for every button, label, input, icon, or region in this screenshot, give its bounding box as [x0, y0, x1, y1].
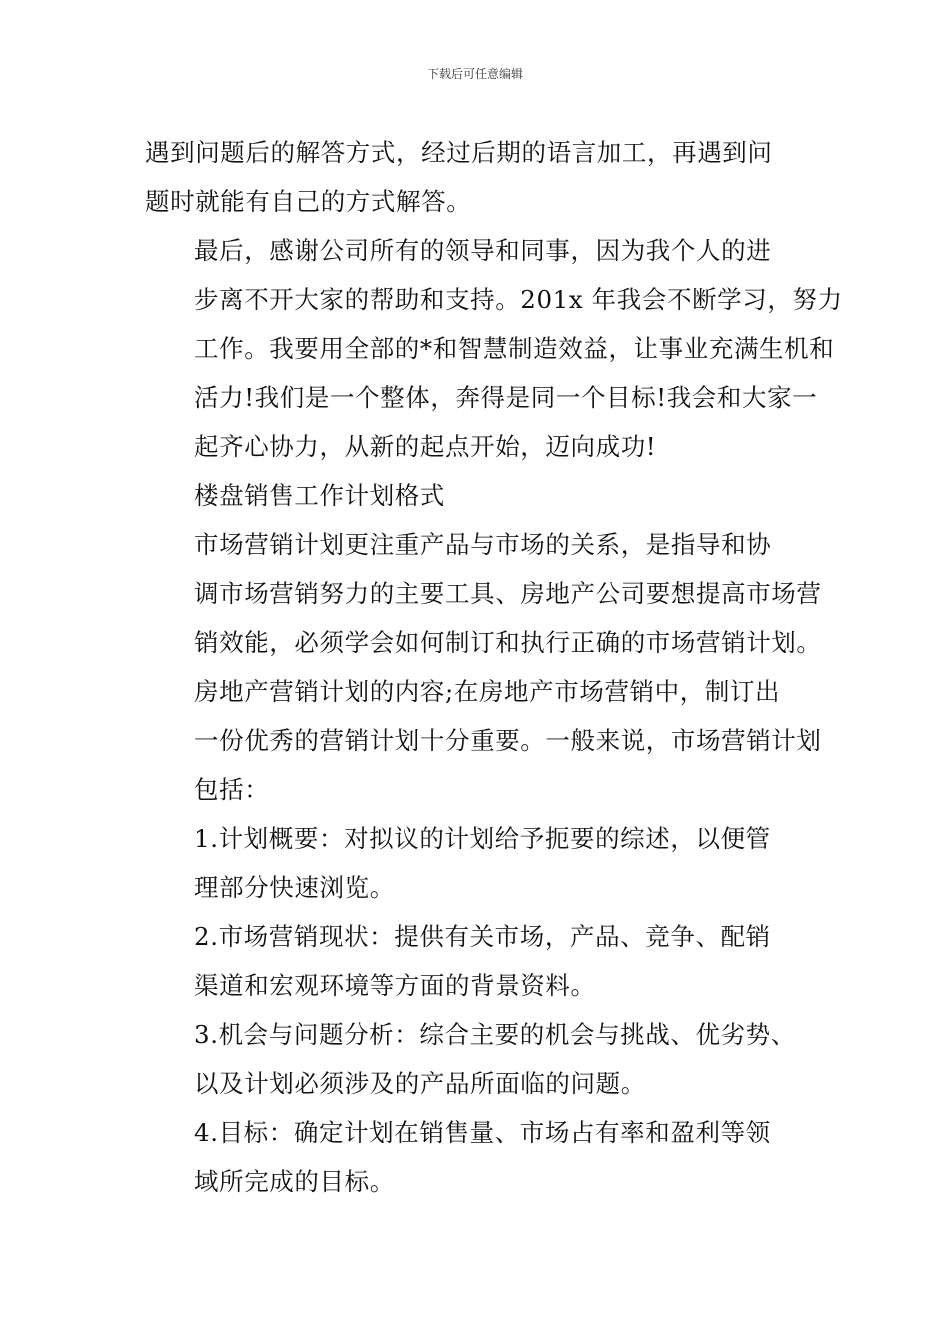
text-line: 一份优秀的营销计划十分重要。一般来说，市场营销计划	[194, 726, 822, 755]
text-line: 渠道和宏观环境等方面的背景资料。	[194, 971, 596, 1000]
text-line: 2.市场营销现状：提供有关市场，产品、竞争、配销	[194, 922, 771, 951]
paragraph-4	[145, 520, 822, 667]
text-line: 调市场营销努力的主要工具、房地产公司要想提高市场营	[194, 579, 822, 608]
text-line: 楼盘销售工作计划格式	[194, 481, 445, 510]
document-body	[145, 128, 843, 1206]
text-line: 遇到问题后的解答方式，经过后期的语言加工，再遇到问	[145, 138, 773, 167]
section-heading	[145, 471, 810, 520]
page-header: 下载后可任意编辑	[426, 67, 523, 81]
text-line: 工作。我要用全部的*和智慧制造效益，让事业充满生机和	[194, 334, 835, 363]
paragraph-1	[145, 128, 810, 226]
text-line: 域所完成的目标。	[194, 1167, 395, 1196]
text-line: 步离不开大家的帮助和支持。201x 年我会不断学习，努力	[194, 285, 843, 314]
list-item-2	[145, 912, 810, 1010]
text-line: 3.机会与问题分析：综合主要的机会与挑战、优劣势、	[194, 1020, 796, 1049]
text-line: 最后，感谢公司所有的领导和同事，因为我个人的进	[194, 236, 772, 265]
text-line: 起齐心协力，从新的起点开始，迈向成功!	[194, 432, 657, 461]
text-line: 市场营销计划更注重产品与市场的关系，是指导和协	[194, 530, 772, 559]
paragraph-5	[145, 667, 822, 814]
text-line: 题时就能有自己的方式解答。	[145, 187, 472, 216]
list-item-3	[145, 1010, 810, 1108]
text-line: 销效能，必须学会如何制订和执行正确的市场营销计划。	[194, 628, 822, 657]
text-line: 理部分快速浏览。	[194, 873, 395, 902]
text-line: 活力!我们是一个整体，奔得是同一个目标!我会和大家一	[194, 383, 818, 412]
text-line: 包括：	[194, 775, 270, 804]
text-line: 1.计划概要：对拟议的计划给予扼要的综述，以便管	[194, 824, 771, 853]
text-line: 4.目标：确定计划在销售量、市场占有率和盈利等领	[194, 1118, 771, 1147]
list-item-1	[145, 814, 810, 912]
paragraph-2	[145, 226, 843, 471]
text-line: 以及计划必须涉及的产品所面临的问题。	[194, 1069, 646, 1098]
text-line: 房地产营销计划的内容;在房地产市场营销中，制订出	[194, 677, 781, 706]
list-item-4	[145, 1108, 810, 1206]
